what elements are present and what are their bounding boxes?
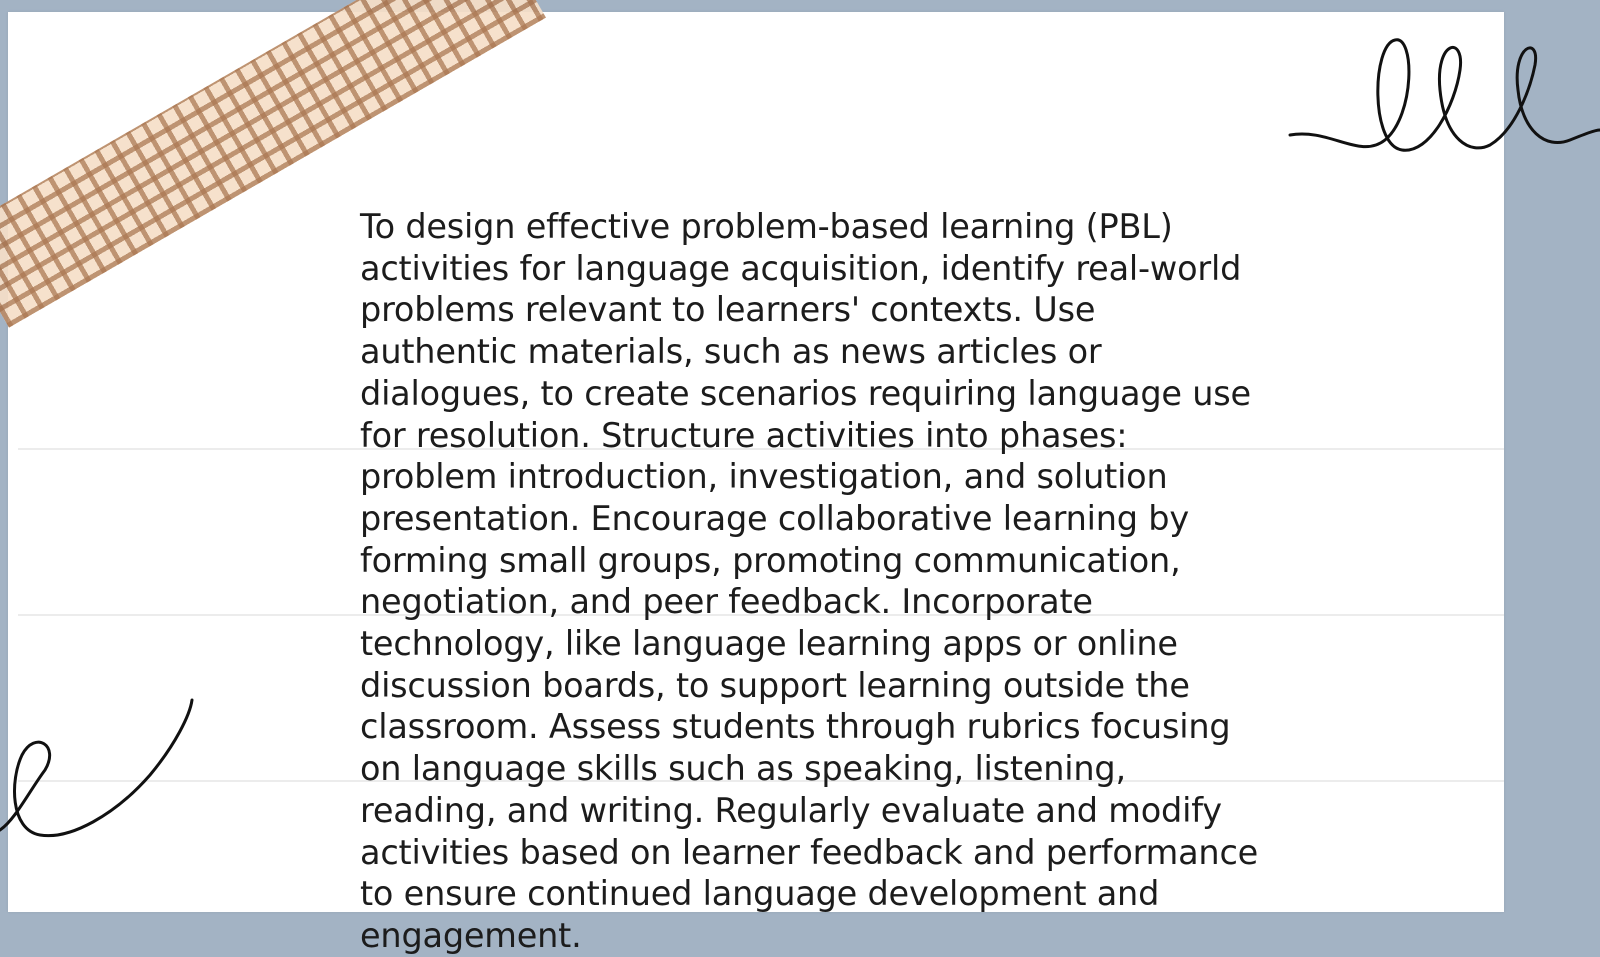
loop-squiggle-icon — [1290, 30, 1600, 170]
body-paragraph: To design effective problem-based learning (PBL) activities for language acquisition, identify real-world problems relevant to learners' contexts. Use authentic materials, such as news articles or dialogues, to create scenarios requiring language use for resolution. Structure activities into phases: problem introduction, investigation, and solution presentation. Encourage collaborative learning by forming small groups, promoting communication, negotiation, and peer feedback. Incorporate technology, like language learning apps or online discussion boards, to support learning outside the classroom. Assess students through rubrics focusing on language skills such as speaking, listening, reading, and writing. Regularly evaluate and modify activities based on learner feedback and performance to ensure continued language development and engagement. — [360, 207, 1259, 955]
checkmark-squiggle-icon — [0, 690, 200, 850]
